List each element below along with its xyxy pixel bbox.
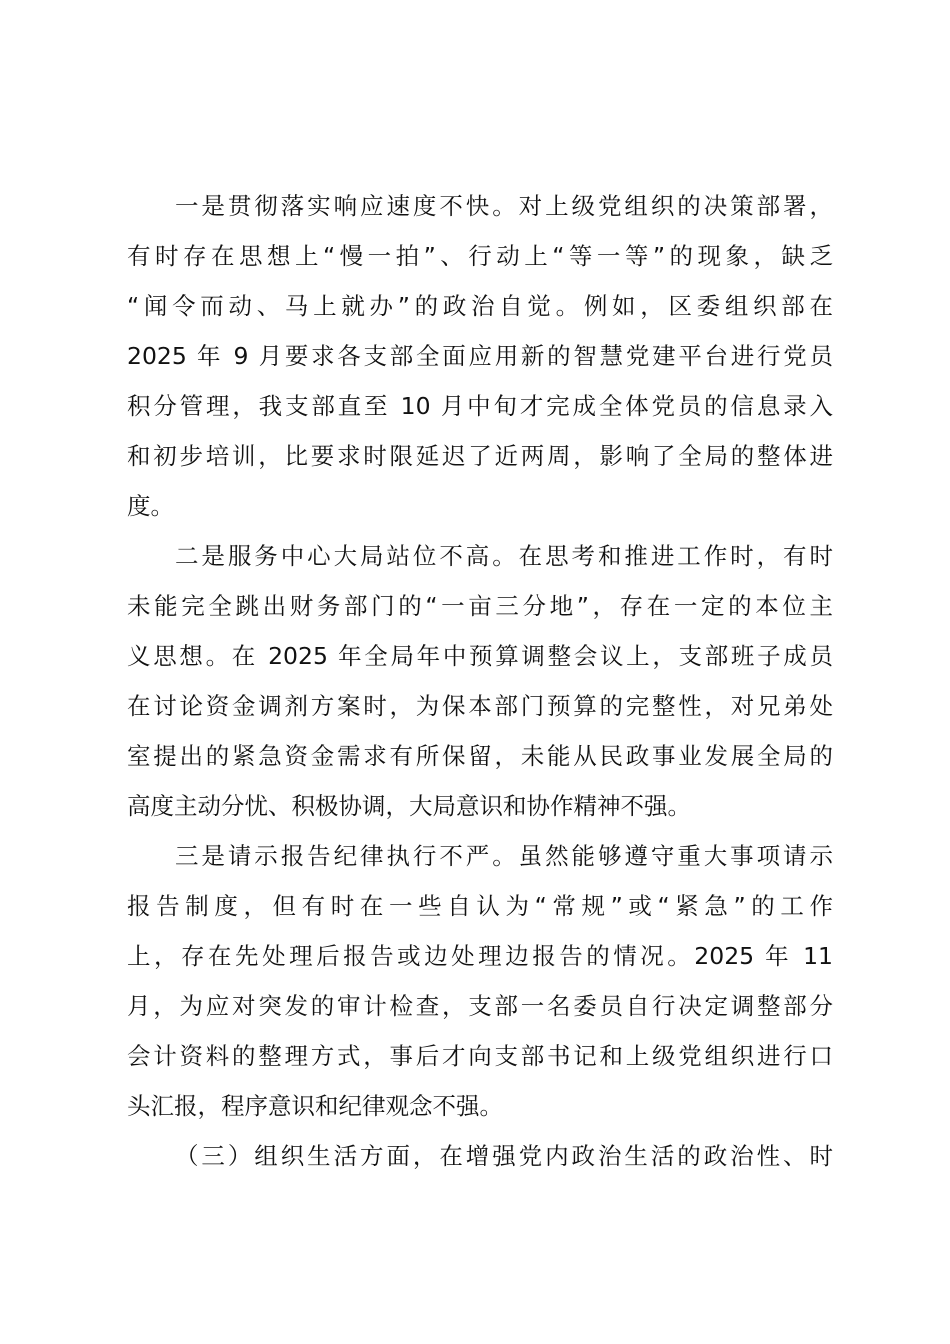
text-line: 义思想。在 2025 年全局年中预算调整会议上，支部班子成员: [127, 642, 833, 670]
paragraph-overall-situation: [127, 531, 833, 831]
text-line: 高度主动分忧、积极协调，大局意识和协作精神不强。: [127, 792, 691, 820]
text-line: 积分管理，我支部直至 10 月中旬才完成全体党员的信息录入: [127, 392, 833, 420]
text-line: 二是服务中心大局站位不高。在思考和推进工作时，有时: [175, 542, 833, 570]
text-line: “闻令而动、马上就办”的政治自觉。例如，区委组织部在: [127, 292, 833, 320]
text-line: 有时存在思想上“慢一拍”、行动上“等一等”的现象，缺乏: [127, 242, 833, 270]
text-line: 在讨论资金调剂方案时，为保本部门预算的完整性，对兄弟处: [127, 692, 833, 720]
text-line: 上，存在先处理后报告或边处理边报告的情况。2025 年 11: [127, 942, 833, 970]
text-line: 未能完全跳出财务部门的“一亩三分地”，存在一定的本位主: [127, 592, 833, 620]
text-line: 一是贯彻落实响应速度不快。对上级党组织的决策部署，: [175, 192, 833, 220]
text-line: 报告制度，但有时在一些自认为“常规”或“紧急”的工作: [127, 892, 833, 920]
text-line: 头汇报，程序意识和纪律观念不强。: [127, 1092, 503, 1120]
paragraph-execution-speed: [127, 181, 833, 531]
text-line: 会计资料的整理方式，事后才向支部书记和上级党组织进行口: [127, 1042, 833, 1070]
text-line: 三是请示报告纪律执行不严。虽然能够遵守重大事项请示: [175, 842, 833, 870]
text-line: 度。: [127, 492, 174, 520]
text-line: 和初步培训，比要求时限延迟了近两周，影响了全局的整体进: [127, 442, 833, 470]
text-line: 室提出的紧急资金需求有所保留，未能从民政事业发展全局的: [127, 742, 833, 770]
text-line: 2025 年 9 月要求各支部全面应用新的智慧党建平台进行党员: [127, 342, 833, 370]
text-line: 月，为应对突发的审计检查，支部一名委员自行决定调整部分: [127, 992, 833, 1020]
text-line: （三）组织生活方面，在增强党内政治生活的政治性、时: [175, 1142, 833, 1170]
document-body: [127, 181, 833, 1181]
paragraph-reporting-discipline: [127, 831, 833, 1131]
section-heading-organizational-life: [127, 1131, 833, 1181]
